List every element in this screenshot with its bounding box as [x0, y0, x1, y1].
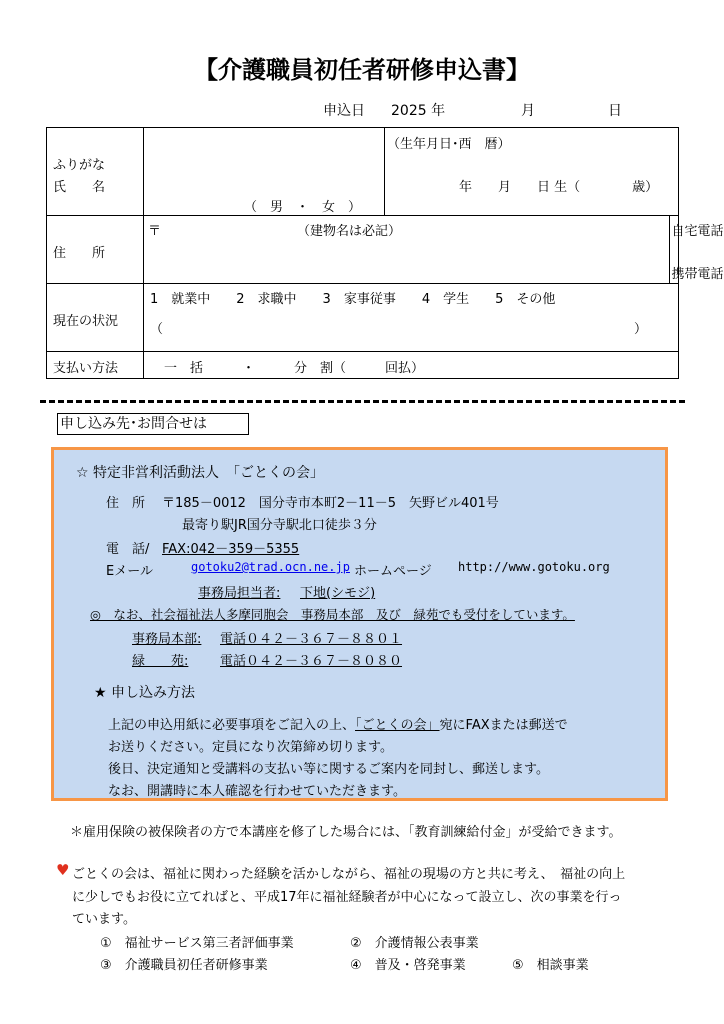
method-heading: ★ 申し込み方法 — [94, 685, 196, 701]
method-line-1-org: 「ごとくの会」 — [355, 718, 440, 733]
project-item: ③ 介護職員初任者研修事業 — [100, 958, 268, 973]
method-line-2: お送りください。定員になり次第締め切ります。 — [108, 740, 393, 755]
date-label: 申込日 — [323, 103, 365, 119]
homepage-url[interactable]: http://www.gotoku.org — [458, 560, 610, 574]
other-reception-note: ◎ なお、社会福祉法人多摩同胞会 事務局本部 及び 緑苑でも受付をしています。 — [90, 607, 575, 622]
birth-field[interactable] — [385, 128, 679, 216]
org-name: ☆ 特定非営利活動法人 「ごとくの会」 — [76, 465, 324, 481]
status-paren-open: （ — [150, 322, 164, 337]
status-paren-close: ） — [634, 322, 648, 337]
building-note: （建物名は必記） — [297, 224, 402, 239]
status-field[interactable] — [144, 284, 679, 352]
method-line-1 — [108, 714, 568, 733]
staff-label: 事務局担当者: — [198, 586, 281, 601]
benefit-footnote: ＊雇用保険の被保険者の方で本講座を修了した場合には、「教育訓練給付金」が受給できます。 — [70, 825, 622, 840]
status-label: 現在の状況 — [53, 314, 119, 329]
date-year: 2025 年 — [391, 103, 446, 119]
email-label: Eメール — [106, 564, 153, 579]
heart-icon: ♥ — [56, 861, 70, 879]
gender-choice: （ 男 ・ 女 ） — [244, 200, 362, 215]
inquiry-label: 申し込み先･お問合せは — [57, 413, 249, 435]
ryokuen-label: 緑 苑: — [132, 654, 189, 669]
address-field[interactable] — [144, 216, 670, 284]
postal-mark: 〒 — [148, 224, 162, 239]
ryokuen-phone: 電話０４２－３６７－８０８０ — [220, 654, 403, 669]
furigana-label: ふりがな — [53, 158, 106, 173]
payment-options: 一 括 ・ 分 割（ 回払） — [164, 361, 425, 376]
about-line-3: ています。 — [72, 912, 136, 927]
project-item: ② 介護情報公表事業 — [350, 936, 479, 951]
homepage-label: ホームページ — [354, 564, 432, 579]
method-line-4: なお、開講時に本人確認を行わせていただきます。 — [108, 784, 406, 799]
about-line-1: ごとくの会は、福祉に関わった経験を活かしながら、福祉の現場の方と共に考え、 福祉の向上 — [72, 867, 626, 882]
email-link[interactable]: gotoku2@trad.ocn.ne.jp — [191, 560, 350, 574]
org-address: 〒185－0012 国分寺市本町2－11－5 矢野ビル401号 — [162, 496, 499, 511]
name-field[interactable] — [144, 128, 385, 216]
cut-line — [40, 400, 685, 403]
application-form — [46, 127, 724, 379]
project-item: ⑤ 相談事業 — [512, 958, 589, 973]
method-line-1-post: 宛にFAXまたは郵送で — [439, 718, 568, 733]
name-label-cell — [47, 128, 144, 216]
project-item: ① 福祉サービス第三者評価事業 — [100, 936, 294, 951]
address-label: 住 所 — [53, 246, 106, 261]
payment-label: 支払い方法 — [53, 361, 119, 376]
date-month: 月 — [521, 103, 535, 119]
method-line-1-pre: 上記の申込用紙に必要事項をご記入の上、 — [108, 718, 356, 733]
address-label: 住 所 — [106, 496, 146, 511]
about-line-2: に少しでもお役に立てればと、平成17年に福祉経験者が中心になって設立し、次の事業を行っ — [72, 890, 622, 905]
status-options: 1 就業中 2 求職中 3 家事従事 4 学生 5 その他 — [150, 292, 556, 307]
phone-field[interactable] — [669, 216, 724, 284]
org-access: 最寄り駅JR国分寺駅北口徒歩３分 — [182, 518, 377, 533]
hq-phone: 電話０４２－３６７－８８０１ — [220, 632, 403, 647]
date-day: 日 — [608, 103, 622, 119]
page-title: 【介護職員初任者研修申込書】 — [194, 56, 530, 84]
org-phone: FAX:042－359－5355 — [162, 542, 300, 557]
payment-field[interactable] — [144, 352, 679, 379]
hq-label: 事務局本部: — [132, 632, 202, 647]
method-line-3: 後日、決定通知と受講料の支払い等に関するご案内を同封し、郵送します。 — [108, 762, 549, 777]
birth-label: （生年月日･西 暦） — [387, 137, 511, 152]
staff-name: 下地(シモジ) — [300, 586, 376, 601]
payment-label-cell — [47, 352, 144, 379]
phone-label: 電 話/ — [106, 542, 150, 557]
project-item: ④ 普及・啓発事業 — [350, 958, 466, 973]
address-label-cell — [47, 216, 144, 284]
contact-box — [51, 447, 668, 801]
status-label-cell — [47, 284, 144, 352]
name-label: 氏 名 — [53, 180, 106, 195]
mobile-phone-label: 携帯電話 — [671, 267, 724, 282]
birth-fields: 年 月 日 生（ 歳） — [459, 180, 659, 195]
home-phone-label: 自宅電話 — [671, 224, 724, 239]
